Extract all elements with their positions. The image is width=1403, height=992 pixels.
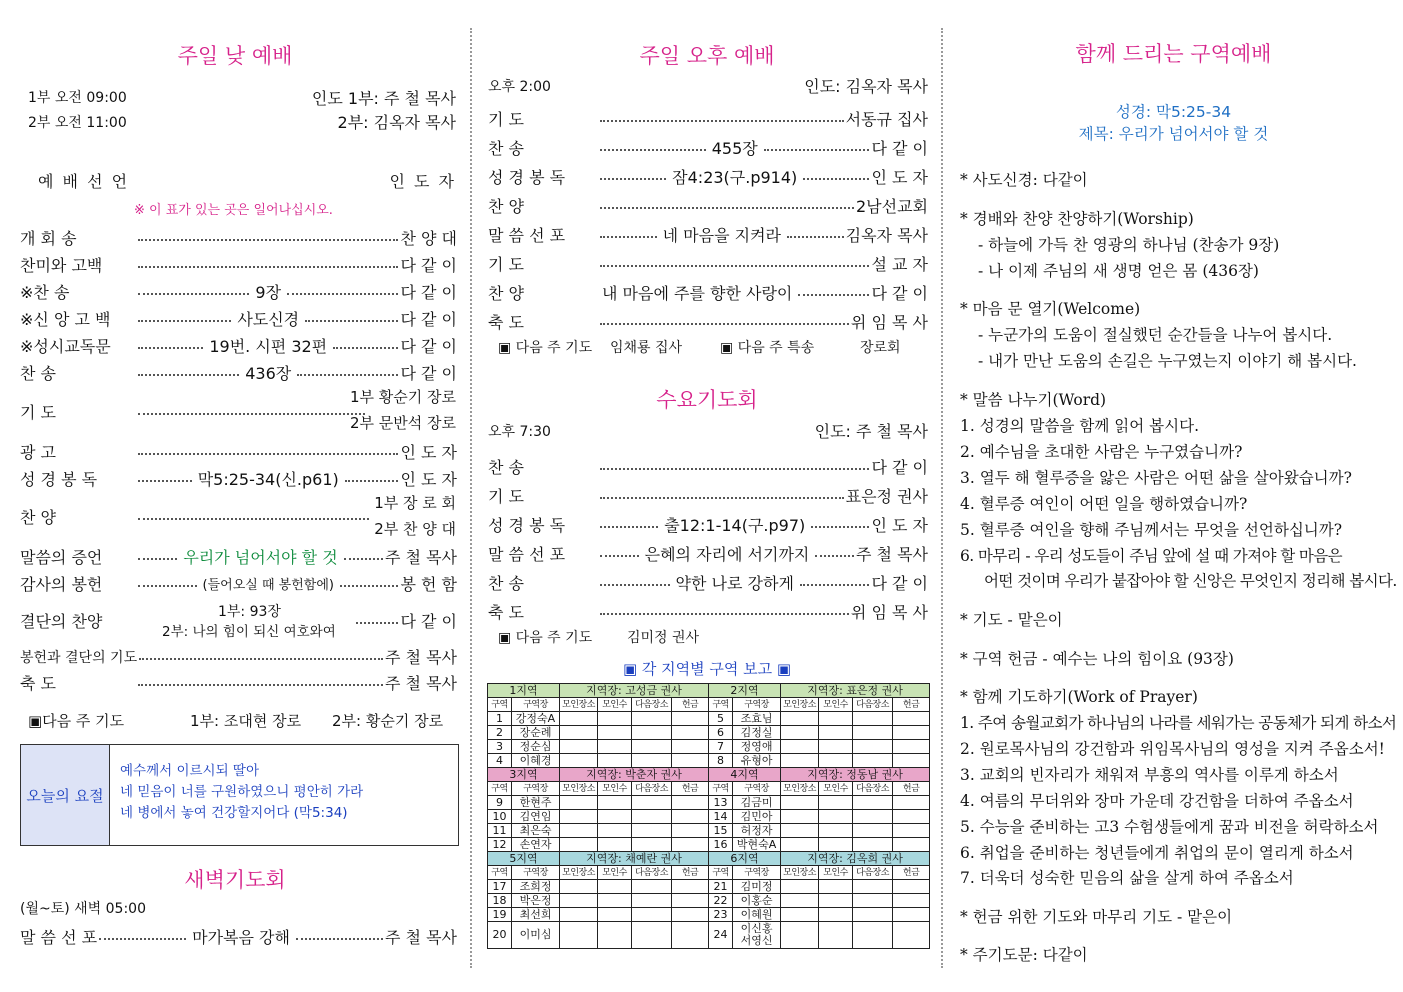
cell-number: 14 [709,810,733,824]
cell-input[interactable] [632,810,672,824]
column-header: 다음장소 [632,782,672,796]
cell-number: 10 [488,810,512,824]
cell-input[interactable] [819,726,853,740]
sunday-morning-title: 주일 낮 예배 [177,44,293,68]
cell-input[interactable] [560,894,598,908]
cell-number: 7 [709,740,733,754]
cell-input[interactable] [672,796,709,810]
column-header: 구역 [709,866,733,880]
cell-number: 15 [709,824,733,838]
resolution-hymn-1: 1부: 93장 [218,604,281,620]
column-header: 헌금 [893,698,930,712]
cell-leader: 박현숙A [733,838,781,852]
cell-input[interactable] [560,754,598,768]
afternoon-item: 찬 송 455장 다 같 이 [488,136,928,159]
service-time-2: 2부 오전 11:00 [28,115,127,131]
cell-input[interactable] [672,824,709,838]
cell-input[interactable] [893,838,930,852]
column-header: 헌금 [672,866,709,880]
column-header: 모인장소 [781,698,819,712]
cell-leader: 허정자 [733,824,781,838]
column-header: 모인수 [819,698,853,712]
cell-input[interactable] [781,810,819,824]
order-item: 찬 송 436장 다 같 이 [20,361,457,384]
section-heading: * 함께 기도하기(Work of Prayer) [960,688,1198,706]
wednesday-item: 축 도 위 임 목 사 [488,603,928,622]
column-header: 구역장 [733,866,781,880]
cell-leader: 손연자 [512,838,560,852]
cell-input[interactable] [853,796,893,810]
order-item: ※성시교독문 19번. 시편 32편 다 같 이 [20,334,457,357]
afternoon-item: 성 경 봉 독 잠4:23(구.p914) 인 도 자 [488,165,928,188]
column-header: 구역 [488,698,512,712]
resolution-item: 결단의 찬양 다 같 이 [20,612,457,631]
wednesday-next-name: 김미정 권사 [627,630,700,646]
cell-input[interactable] [781,908,819,922]
cell-input[interactable] [781,922,819,949]
column-header: 구역 [488,866,512,880]
cell-leader: 김민아 [733,810,781,824]
cell-input[interactable] [781,824,819,838]
worship-line: 3. 교회의 빈자리가 채워져 부흥의 역사를 이루게 하소서 [960,766,1339,784]
region-leader: 지역장: 김옥희 권사 [781,852,930,866]
worship-line: 1. 주여 송월교회가 하나님의 나라를 세워가는 공동체가 되게 하소서 [960,714,1397,732]
cell-input[interactable] [853,908,893,922]
column-header: 모인수 [598,782,632,796]
cell-input[interactable] [853,726,893,740]
afternoon-item: 축 도 위 임 목 사 [488,313,928,332]
cell-input[interactable] [632,908,672,922]
cell-input[interactable] [893,880,930,894]
offering-prayer-item: 봉헌과 결단의 기도 주 철 목사 [20,648,457,667]
cell-input[interactable] [632,824,672,838]
cell-input[interactable] [819,712,853,726]
cell-input[interactable] [598,810,632,824]
cell-leader: 박은정 [512,894,560,908]
cell-input[interactable] [781,740,819,754]
sunday-morning-column [0,0,470,992]
region-leader: 지역장: 표은정 권사 [781,684,930,698]
cell-input[interactable] [560,740,598,754]
cell-leader: 유형아 [733,754,781,768]
cell-leader: 김연임 [512,810,560,824]
cell-number: 1 [488,712,512,726]
cell-number: 9 [488,796,512,810]
cell-leader: 정영애 [733,740,781,754]
cell-leader: 강정숙A [512,712,560,726]
cell-input[interactable] [632,880,672,894]
column-header: 모인장소 [781,782,819,796]
region-leader: 지역장: 박춘자 권사 [560,768,709,782]
cell-number: 11 [488,824,512,838]
cell-number: 16 [709,838,733,852]
region-name: 6지역 [709,852,781,866]
cell-input[interactable] [819,740,853,754]
cell-leader: 이신홍 서영신 [733,922,781,949]
cell-input[interactable] [672,908,709,922]
cell-input[interactable] [853,740,893,754]
announcement-item: 광 고 인 도 자 [20,443,457,462]
column-header: 헌금 [893,782,930,796]
cell-input[interactable] [893,810,930,824]
section-heading: * 경배와 찬양 찬양하기(Worship) [960,210,1194,228]
cell-input[interactable] [819,880,853,894]
cell-number: 20 [488,922,512,949]
worship-line: 6. 마무리 - 우리 성도들이 주님 앞에 설 때 가져야 할 마음은 [960,547,1343,565]
wednesday-item: 성 경 봉 독 출12:1-14(구.p97) 인 도 자 [488,513,928,536]
cell-input[interactable] [598,796,632,810]
region-report-table [487,683,930,949]
cell-input[interactable] [893,908,930,922]
cell-number: 4 [488,754,512,768]
worship-line: 1. 성경의 말씀을 함께 읽어 봅시다. [960,417,1200,435]
cell-input[interactable] [672,922,709,949]
cell-number: 3 [488,740,512,754]
cell-input[interactable] [560,712,598,726]
cell-input[interactable] [672,712,709,726]
cell-input[interactable] [819,754,853,768]
afternoon-item: 찬 양 2남선교회 [488,197,928,216]
next-special-label: ▣ 다음 주 특송 [720,340,815,356]
wednesday-next-label: ▣ 다음 주 기도 [498,630,593,646]
cell-input[interactable] [819,922,853,949]
cell-input[interactable] [853,894,893,908]
column-header: 구역장 [733,782,781,796]
column-header: 모인수 [819,782,853,796]
afternoon-item: 기 도 서동규 집사 [488,110,928,129]
next-prayer-name: 임채룡 집사 [610,340,683,356]
cell-input[interactable] [598,712,632,726]
worship-line: 6. 취업을 준비하는 청년들에게 취업의 문이 열리게 하소서 [960,844,1354,862]
cell-input[interactable] [781,880,819,894]
worship-line: 3. 열두 해 혈루증을 앓은 사람은 어떤 삶을 살아왔습니까? [960,469,1352,487]
column-header: 모인장소 [781,866,819,880]
cell-input[interactable] [819,796,853,810]
wednesday-item: 말 씀 선 포 은혜의 자리에 서기까지 주 철 목사 [488,542,928,565]
cell-number: 18 [488,894,512,908]
sermon-item: 말씀의 증언 우리가 넘어서야 할 것 주 철 목사 [20,545,457,568]
cell-input[interactable] [632,726,672,740]
cell-number: 6 [709,726,733,740]
wednesday-time: 오후 7:30 [488,424,551,440]
column-header: 헌금 [672,782,709,796]
region-leader: 지역장: 채예란 권사 [560,852,709,866]
cell-leader: 김미정 [733,880,781,894]
cell-input[interactable] [632,712,672,726]
cell-input[interactable] [819,838,853,852]
cell-input[interactable] [893,922,930,949]
cell-number: 24 [709,922,733,949]
section-heading: * 주기도문: 다같이 [960,946,1088,964]
offering-item: 감사의 봉헌 (들어오실 때 봉헌함에) 봉 헌 함 [20,575,458,594]
cell-input[interactable] [560,838,598,852]
cell-leader: 이혜경 [512,754,560,768]
cell-number: 2 [488,726,512,740]
cell-leader: 조희정 [512,880,560,894]
column-header: 헌금 [672,698,709,712]
column-header: 다음장소 [853,866,893,880]
afternoon-leader: 인도: 김옥자 목사 [804,77,928,96]
worship-line: 5. 수능을 준비하는 고3 수험생들에게 꿈과 비전을 허락하소서 [960,818,1379,836]
benediction-item: 축 도 주 철 목사 [20,674,457,693]
cell-input[interactable] [598,838,632,852]
cell-input[interactable] [893,824,930,838]
column-header: 모인수 [598,866,632,880]
cell-input[interactable] [819,810,853,824]
cell-input[interactable] [893,712,930,726]
column-header: 다음장소 [853,782,893,796]
cell-input[interactable] [672,726,709,740]
cell-input[interactable] [781,796,819,810]
declaration-value: 인 도 자 [389,172,456,191]
column-header: 구역장 [512,782,560,796]
order-item: 찬미와 고백 다 같 이 [20,256,457,275]
cell-input[interactable] [893,740,930,754]
dawn-prayer-title: 새벽기도회 [184,868,286,892]
column-header: 모인수 [819,866,853,880]
cell-input[interactable] [672,740,709,754]
column-header: 구역 [709,698,733,712]
section-heading: * 구역 헌금 - 예수는 나의 힘이요 (93장) [960,650,1234,668]
choir-2: 2부 찬 양 대 [374,520,456,538]
cell-input[interactable] [598,754,632,768]
region-report-title: ▣ 각 지역별 구역 보고 ▣ [622,660,792,678]
wednesday-item: 찬 송 다 같 이 [488,458,928,477]
leader-1: 인도 1부: 주 철 목사 [311,89,456,108]
cell-leader: 장순례 [512,726,560,740]
cell-input[interactable] [781,838,819,852]
region-name: 4지역 [709,768,781,782]
cell-input[interactable] [853,712,893,726]
service-time-1: 1부 오전 09:00 [28,90,127,106]
region-leader: 지역장: 정동남 권사 [781,768,930,782]
section-heading: * 사도신경: 다같이 [960,171,1088,189]
next-week-prayer-2: 2부: 황순기 장로 [332,712,444,730]
wednesday-leader: 인도: 주 철 목사 [814,422,928,441]
cell-input[interactable] [672,894,709,908]
region-name: 1지역 [488,684,560,698]
cell-input[interactable] [781,894,819,908]
cell-input[interactable] [632,796,672,810]
cell-input[interactable] [560,908,598,922]
cell-input[interactable] [853,810,893,824]
worship-line: 4. 여름의 무더위와 장마 가운데 강건함을 더하여 주옵소서 [960,792,1354,810]
dawn-time: (월~토) 새벽 05:00 [20,901,146,917]
section-heading: * 기도 - 맡은이 [960,611,1063,629]
cell-number: 19 [488,908,512,922]
cell-leader: 정순심 [512,740,560,754]
cell-leader: 최은숙 [512,824,560,838]
prayer-item: 기 도 [20,400,457,423]
cell-input[interactable] [781,754,819,768]
cell-leader: 조효님 [733,712,781,726]
cell-leader: 김금미 [733,796,781,810]
cell-input[interactable] [853,880,893,894]
cell-input[interactable] [632,894,672,908]
column-header: 모인장소 [560,866,598,880]
next-week-prayer-1: 1부: 조대현 장로 [190,712,302,730]
wednesday-title: 수요기도회 [656,388,758,412]
cell-number: 21 [709,880,733,894]
cell-input[interactable] [853,754,893,768]
worship-line: 5. 혈루증 여인을 향해 주님께서는 무엇을 선언하십니까? [960,521,1343,539]
cell-input[interactable] [672,754,709,768]
column-header: 구역 [488,782,512,796]
column-divider [941,28,943,968]
verse-line: 네 병에서 놓여 건강할지어다 (막5:34) [120,805,348,821]
cell-leader: 이혜원 [733,908,781,922]
worship-line: - 나 이제 주님의 새 생명 얻은 몸 (436장) [978,262,1259,280]
cell-input[interactable] [819,824,853,838]
cell-input[interactable] [560,880,598,894]
afternoon-title: 주일 오후 예배 [639,44,775,68]
worship-line: 2. 예수님을 초대한 사람은 누구였습니까? [960,443,1243,461]
cell-input[interactable] [598,922,632,949]
region-name: 3지역 [488,768,560,782]
column-header: 다음장소 [853,698,893,712]
afternoon-item: 찬 양 내 마음에 주를 향한 사랑이 다 같 이 [488,281,928,304]
section-heading: * 마음 문 열기(Welcome) [960,300,1141,318]
cell-input[interactable] [893,726,930,740]
verse-line: 예수께서 이르시되 딸아 [120,763,259,779]
cell-input[interactable] [672,810,709,824]
standing-notice: ※ 이 표가 있는 곳은 일어나십시오. [134,203,333,218]
cell-input[interactable] [853,824,893,838]
cell-number: 8 [709,754,733,768]
next-prayer-label: ▣ 다음 주 기도 [498,340,593,356]
cell-input[interactable] [672,880,709,894]
prayer-leader-1: 1부 황순기 장로 [349,388,456,406]
choir-1: 1부 장 로 회 [374,494,456,512]
order-item: ※신 앙 고 백 사도신경 다 같 이 [20,307,457,330]
worship-line: - 내가 만난 도움의 손길은 누구였는지 이야기 해 봅시다. [978,352,1357,370]
scripture-item: 성 경 봉 독 막5:25-34(신.p61) 인 도 자 [20,467,457,490]
afternoon-item: 말 씀 선 포 네 마음을 지켜라 김옥자 목사 [488,223,928,246]
worship-line: 어떤 것이며 우리가 붙잡아야 할 신앙은 무엇인지 정리해 봅시다. [984,572,1397,590]
section-heading: * 헌금 위한 기도와 마무리 기도 - 맡은이 [960,908,1233,926]
cell-input[interactable] [853,838,893,852]
cell-input[interactable] [560,922,598,949]
afternoon-item: 기 도 설 교 자 [488,255,928,274]
worship-line: - 하늘에 가득 찬 영광의 하나님 (찬송가 9장) [978,236,1280,254]
cell-leader: 최선희 [512,908,560,922]
cell-input[interactable] [632,740,672,754]
cell-input[interactable] [893,754,930,768]
cell-input[interactable] [672,838,709,852]
cell-input[interactable] [819,908,853,922]
cell-input[interactable] [632,922,672,949]
cell-input[interactable] [632,754,672,768]
column-header: 다음장소 [632,866,672,880]
cell-input[interactable] [598,824,632,838]
cell-input[interactable] [781,712,819,726]
cell-input[interactable] [560,810,598,824]
next-special-name: 장로회 [860,340,901,356]
choir-item: 찬 양 [20,505,457,528]
cell-input[interactable] [560,726,598,740]
column-header: 모인장소 [560,698,598,712]
column-header: 구역 [709,782,733,796]
worship-line: 4. 혈루증 여인이 어떤 일을 행하였습니까? [960,495,1248,513]
cell-input[interactable] [598,880,632,894]
cell-input[interactable] [632,838,672,852]
cell-input[interactable] [893,894,930,908]
cell-number: 23 [709,908,733,922]
cell-input[interactable] [598,740,632,754]
cell-worship-column [944,0,1403,992]
column-header: 모인장소 [560,782,598,796]
cell-number: 5 [709,712,733,726]
cell-input[interactable] [819,894,853,908]
cell-input[interactable] [560,796,598,810]
cell-leader: 김정실 [733,726,781,740]
worship-line: - 누군가의 도움이 절실했던 순간들을 나누어 봅시다. [978,326,1333,344]
prayer-leader-2: 2부 문반석 장로 [349,414,456,432]
resolution-hymn-2: 2부: 나의 힘이 되신 여호와여 [162,624,336,640]
cell-subject: 제목: 우리가 넘어서야 할 것 [1078,125,1269,143]
column-header: 구역장 [512,698,560,712]
next-week-prayer-label: ▣다음 주 기도 [28,712,125,730]
cell-scripture: 성경: 막5:25-34 [1115,103,1232,121]
verse-of-the-day-box [20,744,459,846]
wednesday-item: 기 도 표은정 권사 [488,487,928,506]
order-item: 개 회 송 찬 양 대 [20,229,457,248]
cell-input[interactable] [893,796,930,810]
cell-worship-title: 함께 드리는 구역예배 [1075,42,1272,66]
cell-number: 22 [709,894,733,908]
order-item: ※찬 송 9장 다 같 이 [20,280,457,303]
region-leader: 지역장: 고성금 권사 [560,684,709,698]
cell-number: 12 [488,838,512,852]
cell-input[interactable] [598,908,632,922]
cell-input[interactable] [560,824,598,838]
region-name: 5지역 [488,852,560,866]
declaration-label: 예 배 선 언 [38,172,130,191]
worship-line: 7. 더욱더 성숙한 믿음의 삶을 살게 하여 주옵소서 [960,869,1294,887]
cell-input[interactable] [598,726,632,740]
cell-leader: 이홍순 [733,894,781,908]
verse-label: 오늘의 요절 [21,745,110,845]
column-header: 구역장 [512,866,560,880]
column-header: 모인수 [598,698,632,712]
dawn-sermon-item: 말 씀 선 포 마가복음 강해 주 철 목사 [20,925,457,948]
cell-leader: 이미심 [512,922,560,949]
leader-2: 2부: 김옥자 목사 [337,113,456,132]
cell-input[interactable] [598,894,632,908]
worship-line: 2. 원로목사님의 강건함과 위임목사님의 영성을 지켜 주옵소서! [960,740,1385,758]
wednesday-item: 찬 송 약한 나로 강하게 다 같 이 [488,571,928,594]
column-header: 헌금 [893,866,930,880]
verse-line: 네 믿음이 너를 구원하였으니 평안히 가라 [120,784,364,800]
cell-leader: 한현주 [512,796,560,810]
column-header: 다음장소 [632,698,672,712]
cell-number: 17 [488,880,512,894]
region-name: 2지역 [709,684,781,698]
cell-input[interactable] [781,726,819,740]
afternoon-time: 오후 2:00 [488,79,551,95]
cell-input[interactable] [853,922,893,949]
section-heading: * 말씀 나누기(Word) [960,391,1107,409]
cell-number: 13 [709,796,733,810]
column-header: 구역장 [733,698,781,712]
